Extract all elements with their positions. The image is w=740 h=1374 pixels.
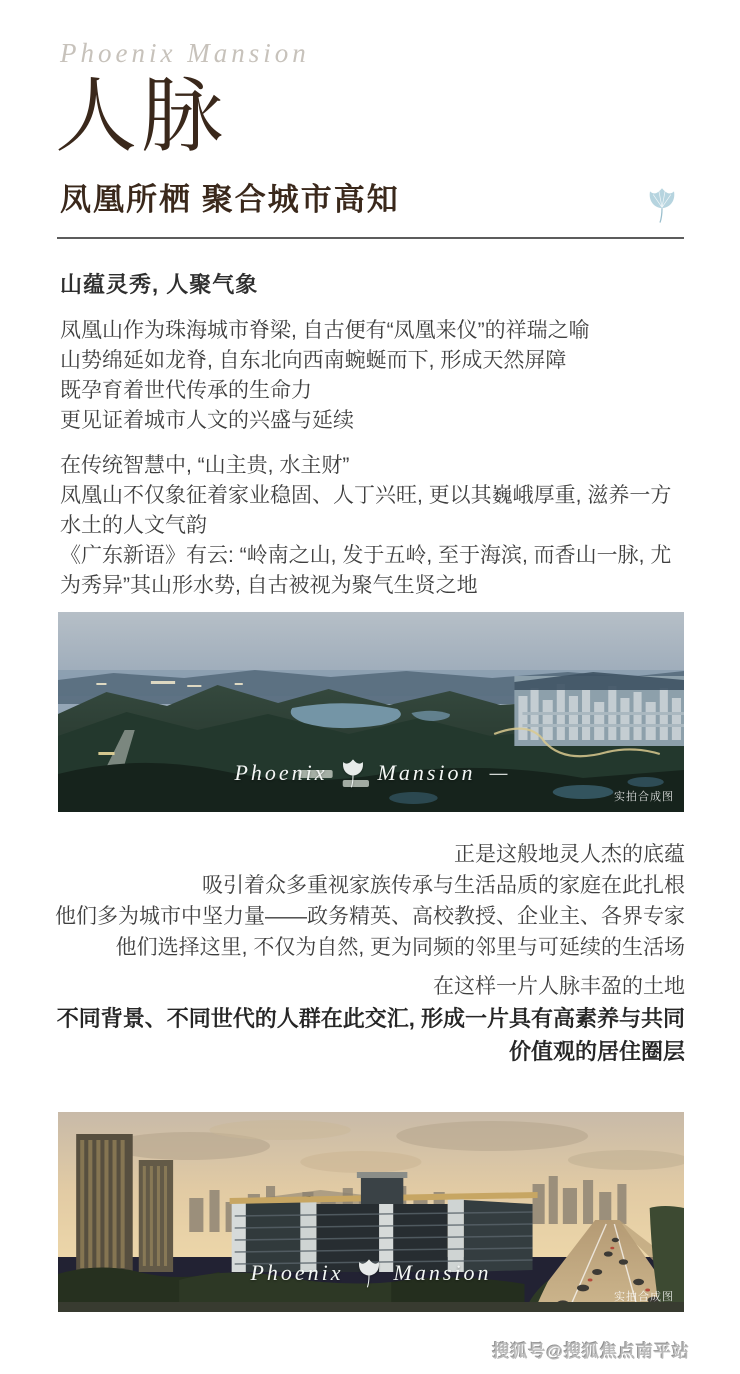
text-line: 山势绵延如龙脊, 自东北向西南蜿蜒而下, 形成天然屏障 — [60, 349, 567, 372]
watermark-phoenix-label: Phoenix — [250, 1260, 344, 1285]
aerial-mountain-illustration — [58, 612, 684, 812]
city-sunset-photo[interactable] — [58, 1112, 684, 1312]
text-line: 他们多为城市中坚力量——政务精英、高校教授、企业主、各界专家 — [55, 905, 685, 928]
section2-paragraph — [40, 839, 685, 963]
photo-disclaimer-label: 实拍合成图 — [614, 1291, 674, 1303]
section1-paragraph1 — [60, 316, 672, 436]
text-line: 更见证着城市人文的兴盛与延续 — [60, 409, 354, 432]
section3-lead-line: 在这样一片人脉丰盈的土地 — [433, 975, 685, 998]
section1-paragraph2 — [60, 451, 676, 601]
text-line: 凤凰山作为珠海城市脊梁, 自古便有“凤凰来仪”的祥瑞之喻 — [60, 319, 590, 342]
section3-bold-statement — [30, 1002, 685, 1068]
watermark-phoenix-label: Phoenix — [234, 760, 328, 785]
text-line: 凤凰山不仅象征着家业稳固、人丁兴旺, 更以其巍峨厚重, 滋养一方水土的人文气韵 — [60, 484, 672, 537]
text-line: 既孕育着世代传承的生命力 — [60, 379, 312, 402]
aerial-mountain-photo[interactable] — [58, 612, 684, 812]
sohu-account-watermark: 搜狐号@搜狐焦点南平站 — [492, 1342, 690, 1361]
brand-wordmark: Phoenix Mansion — [60, 38, 310, 68]
watermark-mansion-label: Mansion — [377, 760, 476, 785]
text-line: 在传统智慧中, “山主贵, 水主财” — [60, 454, 350, 477]
section1-heading: 山蕴灵秀, 人聚气象 — [60, 272, 259, 297]
text-line: 《广东新语》有云: “岭南之山, 发于五岭, 至于海滨, 而香山一脉, 尤为秀异”其山形水势, 自古被视为聚气生贤之地 — [60, 544, 672, 597]
page-subtitle: 凤凰所栖 聚合城市高知 — [60, 182, 400, 217]
city-sunset-illustration — [58, 1112, 684, 1312]
photo-disclaimer-label: 实拍合成图 — [614, 791, 674, 803]
text-line: 不同背景、不同世代的人群在此交汇, 形成一片具有高素养与共同 — [56, 1006, 685, 1031]
watermark-mansion-label: Mansion — [393, 1260, 492, 1285]
page-title: 人脉 — [55, 71, 228, 162]
text-line: 正是这般地灵人杰的底蕴 — [454, 843, 685, 866]
watermark-dash: — — [489, 762, 508, 783]
text-line: 他们选择这里, 不仅为自然, 更为同频的邻里与可延续的生活场 — [115, 936, 685, 959]
text-line: 价值观的居住圈层 — [508, 1039, 685, 1064]
header-divider — [57, 237, 684, 239]
text-line: 吸引着众多重视家族传承与生活品质的家庭在此扎根 — [202, 874, 685, 897]
ginkgo-leaf-icon — [646, 184, 678, 226]
